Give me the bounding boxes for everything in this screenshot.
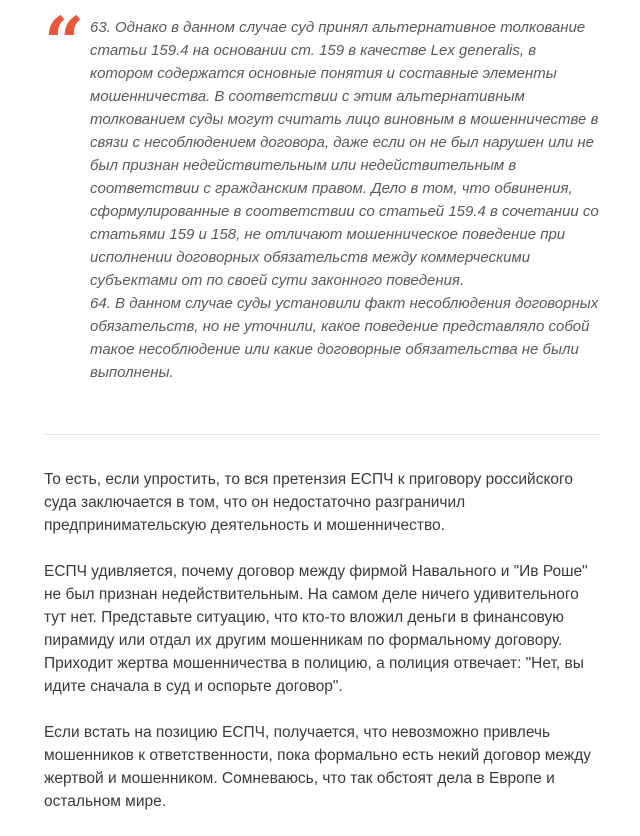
quote-mark-icon: “: [44, 1, 79, 84]
quote-paragraph-63: 63. Однако в данном случае суд принял альтернативное толкование статьи 159.4 на основании ст. 159 в качестве Lex generalis, в котором содержатся основные понятия и составные элементы мошенничества. В соответствии с этим альтернативным толкованием суды могут считать лицо виновным в мошенничестве в связи с несоблюдением договора, даже если он не был нарушен или не был признан недействительным или недействительным в соответствии с гражданским правом. Дело в том, что обвинения, сформулированные в соответствии со статьей 159.4 в сочетании со статьями 159 и 158, не отличают мошенническое поведение при исполнении договорных обязательств между коммерческими субъектами от по своей сути законного поведения.: [90, 19, 599, 289]
divider: [44, 434, 600, 435]
article-body: [44, 468, 604, 836]
quote-paragraph-64: 64. В данном случае суды установили факт несоблюдения договорных обязательств, но не уточнили, какое поведение представляло собой такое несоблюдение или какие договорные обязательства не были выполнены.: [90, 295, 599, 381]
quote-text: [90, 16, 600, 384]
article-paragraph: Если встать на позицию ЕСПЧ, получается, что невозможно привлечь мошенников к ответственности, пока формально есть некий договор между жертвой и мошенником. Сомневаюсь, что так обстоят дела в Европе и остальном мире.: [44, 724, 592, 810]
article-paragraph: То есть, если упростить, то вся претензия ЕСПЧ к приговору российского суда заключается в том, что он недостаточно разграничил предпринимательскую деятельность и мошенничество.: [44, 471, 573, 534]
article-paragraph: ЕСПЧ удивляется, почему договор между фирмой Навального и "Ив Роше" не был признан недействительным. На самом деле ничего удивительного тут нет. Представьте ситуацию, что кто-то вложил деньги в финансовую пирамиду или отдал их другим мошенникам по формальному договору. Приходит жертва мошенничества в полицию, а полиция отвечает: "Нет, вы идите сначала в суд и оспорьте договор".: [44, 563, 588, 695]
